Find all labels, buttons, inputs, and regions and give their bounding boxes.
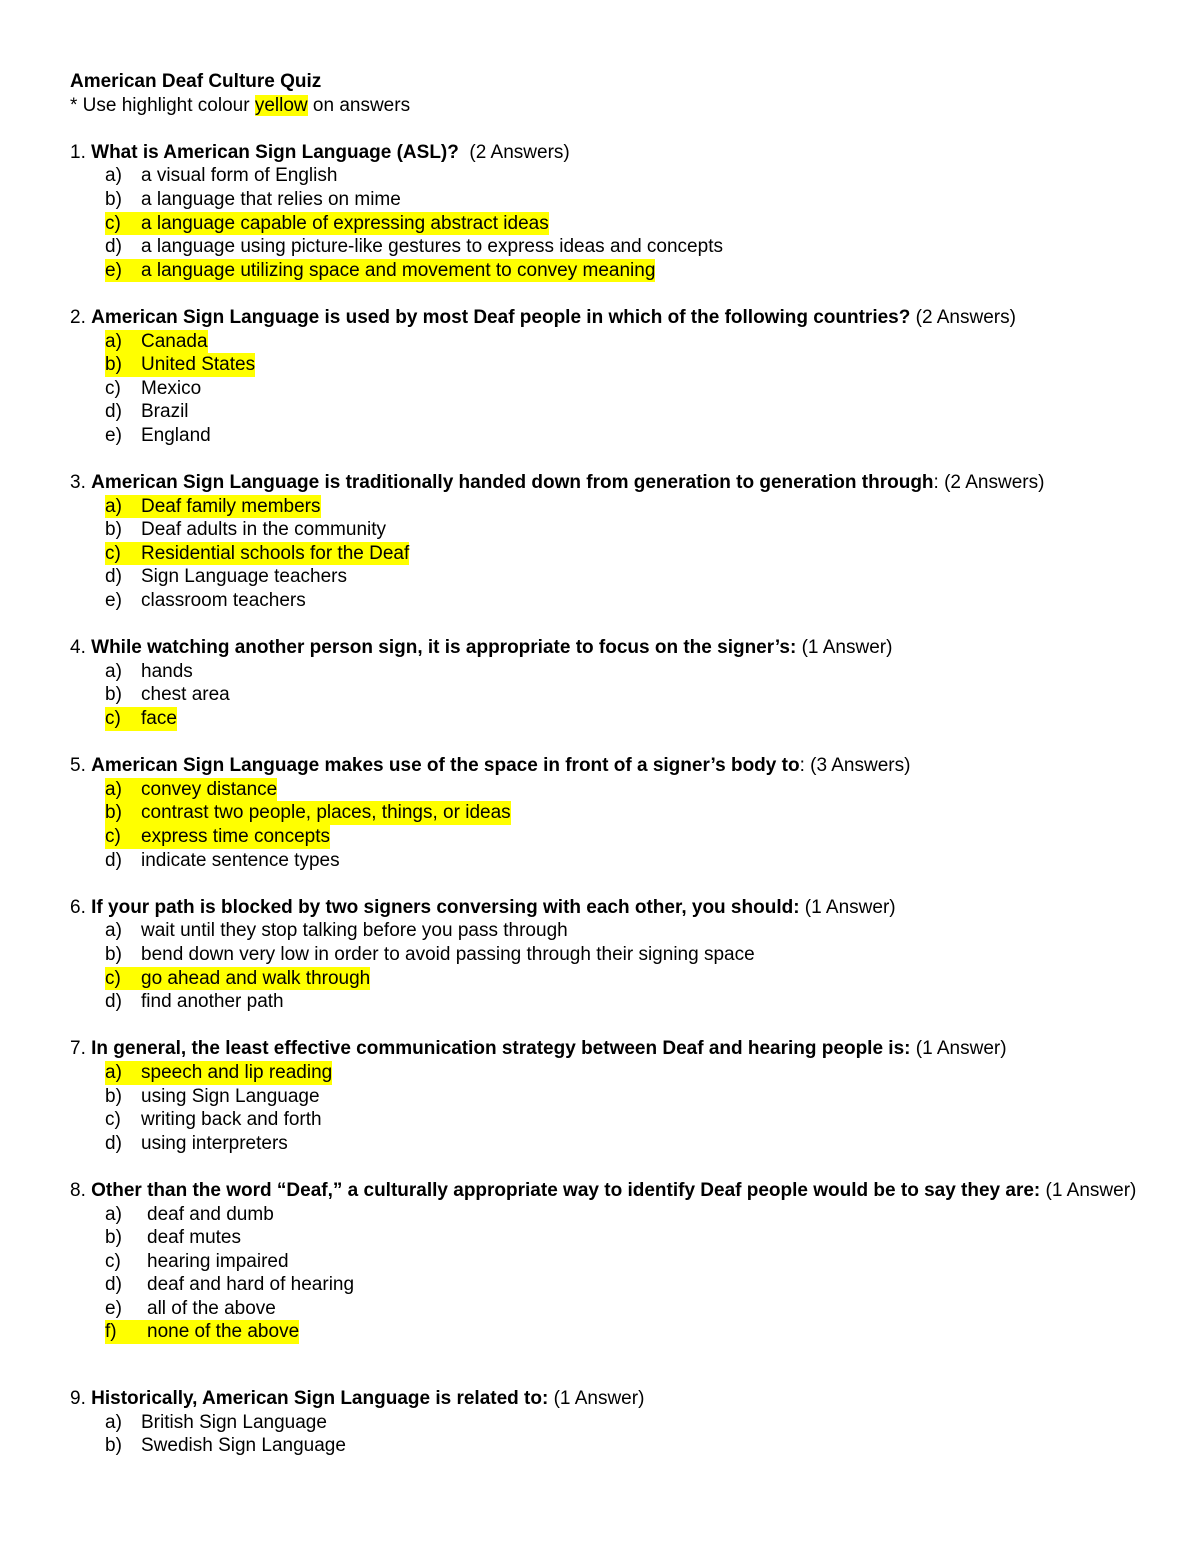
quiz-document <box>70 70 1150 1458</box>
option-text: convey distance <box>141 778 278 800</box>
answer-content <box>105 683 230 707</box>
option-letter: a) <box>105 1061 122 1083</box>
question-number: 5. <box>70 755 86 777</box>
option-text: indicate sentence types <box>141 849 340 871</box>
highlighted-answer <box>105 967 370 991</box>
option-letter: e) <box>105 590 122 612</box>
answer-option <box>70 542 1150 566</box>
option-text: Sign Language teachers <box>141 566 347 588</box>
option-text: using interpreters <box>141 1132 288 1154</box>
option-letter: e) <box>105 259 122 281</box>
answer-option <box>70 188 1150 212</box>
question-number: 8. <box>70 1179 86 1201</box>
option-letter: c) <box>105 1250 121 1272</box>
answer-count-note: (1 Answer) <box>799 896 896 918</box>
answer-option <box>70 212 1150 236</box>
answer-option <box>70 707 1150 731</box>
answer-option <box>70 565 1150 589</box>
answer-content <box>105 1297 276 1321</box>
answer-content <box>105 424 211 448</box>
answer-count-note: (2 Answers) <box>458 141 570 163</box>
question-number: 4. <box>70 637 86 659</box>
question-stem: If your path is blocked by two signers conversing with each other, you should: <box>91 896 800 918</box>
option-letter: d) <box>105 401 122 423</box>
option-letter: d) <box>105 991 122 1013</box>
answer-content <box>105 377 201 401</box>
option-text: deaf mutes <box>147 1227 241 1249</box>
option-letter: a) <box>105 330 122 352</box>
answer-option <box>70 801 1150 825</box>
answer-content <box>105 1434 346 1458</box>
question-number: 7. <box>70 1038 86 1060</box>
option-text: Swedish Sign Language <box>141 1435 346 1457</box>
option-text: Mexico <box>141 377 202 399</box>
option-letter: b) <box>105 354 122 376</box>
question-list <box>70 141 1150 1458</box>
highlighted-answer <box>105 212 549 236</box>
answer-content <box>105 565 347 589</box>
answer-content <box>105 400 189 424</box>
question-text <box>70 896 1150 920</box>
answer-option <box>70 1320 1150 1344</box>
option-text: none of the above <box>147 1321 300 1343</box>
answer-option <box>70 259 1150 283</box>
answer-option <box>70 330 1150 354</box>
document-title: American Deaf Culture Quiz <box>70 71 322 92</box>
question-stem: Historically, American Sign Language is related to: <box>91 1388 549 1410</box>
option-text: contrast two people, places, things, or ideas <box>141 802 511 824</box>
option-text: British Sign Language <box>141 1411 327 1433</box>
highlighted-answer <box>105 259 655 283</box>
answer-content <box>105 943 755 967</box>
answer-content <box>105 919 568 943</box>
question-3 <box>70 471 1150 613</box>
answer-content <box>105 660 193 684</box>
option-text: a language that relies on mime <box>141 188 401 210</box>
option-letter: a) <box>105 1411 122 1433</box>
question-stem: Other than the word “Deaf,” a culturally appropriate way to identify Deaf people would be to say they are: <box>91 1179 1041 1201</box>
option-letter: c) <box>105 212 121 234</box>
question-stem: What is American Sign Language (ASL)? <box>91 141 459 163</box>
answer-option <box>70 683 1150 707</box>
answer-option <box>70 943 1150 967</box>
question-text <box>70 306 1150 330</box>
option-letter: b) <box>105 1435 122 1457</box>
option-text: classroom teachers <box>141 590 306 612</box>
option-text: a language capable of expressing abstract ideas <box>141 212 549 234</box>
option-text: Brazil <box>141 401 189 423</box>
answer-count-note: (1 Answer) <box>796 637 893 659</box>
question-2 <box>70 306 1150 448</box>
question-number: 9. <box>70 1388 86 1410</box>
highlighted-answer <box>105 778 277 802</box>
question-4 <box>70 636 1150 730</box>
option-text: Canada <box>141 330 208 352</box>
option-text: wait until they stop talking before you pass through <box>141 920 568 942</box>
answer-count-note: : (2 Answers) <box>933 472 1045 494</box>
option-letter: b) <box>105 519 122 541</box>
option-text: express time concepts <box>141 826 331 847</box>
highlighted-answer <box>105 1320 299 1344</box>
answer-option <box>70 1203 1150 1227</box>
answer-content <box>105 518 386 542</box>
question-stem: American Sign Language is used by most Deaf people in which of the following countries? <box>91 306 911 328</box>
option-text: speech and lip reading <box>141 1061 333 1083</box>
option-text: chest area <box>141 684 230 706</box>
answer-option <box>70 589 1150 613</box>
option-letter: c) <box>105 377 121 399</box>
option-letter: c) <box>105 542 121 564</box>
question-9 <box>70 1387 1150 1458</box>
answer-count-note: (1 Answer) <box>910 1038 1007 1060</box>
question-number: 6. <box>70 896 86 918</box>
option-letter: c) <box>105 967 121 989</box>
answer-option <box>70 778 1150 802</box>
option-letter: b) <box>105 1227 122 1249</box>
answer-content <box>105 1132 288 1156</box>
answer-count-note: (1 Answer) <box>548 1388 645 1410</box>
answer-option <box>70 424 1150 448</box>
question-stem: American Sign Language makes use of the space in front of a signer’s body to <box>91 755 800 777</box>
answer-content <box>105 188 401 212</box>
option-text: Deaf family members <box>141 495 321 517</box>
answer-content <box>105 1226 241 1250</box>
answer-content <box>105 990 284 1014</box>
question-text <box>70 636 1150 660</box>
answer-option <box>70 353 1150 377</box>
answer-option <box>70 1411 1150 1435</box>
answer-count-note: (1 Answer) <box>1040 1179 1137 1201</box>
answer-content <box>105 1273 354 1297</box>
answer-option <box>70 164 1150 188</box>
answer-option <box>70 235 1150 259</box>
option-text: find another path <box>141 991 284 1013</box>
answer-option <box>70 967 1150 991</box>
option-text: a language using picture-like gestures to express ideas and concepts <box>141 236 723 258</box>
question-text <box>70 471 1150 495</box>
option-letter: d) <box>105 1132 122 1154</box>
answer-content <box>105 1250 289 1274</box>
answer-option <box>70 1250 1150 1274</box>
question-stem: In general, the least effective communication strategy between Deaf and hearing people is: <box>91 1038 911 1060</box>
option-letter: a) <box>105 920 122 942</box>
question-7 <box>70 1037 1150 1155</box>
answer-option <box>70 825 1150 849</box>
option-letter: e) <box>105 424 122 446</box>
question-text <box>70 1179 1150 1203</box>
answer-option <box>70 400 1150 424</box>
option-text: Deaf adults in the community <box>141 519 387 541</box>
option-text: deaf and hard of hearing <box>147 1274 355 1296</box>
question-6 <box>70 896 1150 1014</box>
question-8 <box>70 1179 1150 1344</box>
option-text: hands <box>141 660 193 682</box>
answer-option <box>70 1226 1150 1250</box>
option-letter: a) <box>105 778 122 800</box>
answer-option <box>70 919 1150 943</box>
option-text: bend down very low in order to avoid passing through their signing space <box>141 943 755 965</box>
option-text: writing back and forth <box>141 1109 322 1131</box>
instruction-text-after: on answers <box>307 94 411 116</box>
option-letter: a) <box>105 660 122 682</box>
option-letter: a) <box>105 495 122 517</box>
question-stem: American Sign Language is traditionally handed down from generation to generation through <box>91 472 934 494</box>
question-number: 1. <box>70 141 86 163</box>
option-text: a visual form of English <box>141 165 338 187</box>
option-letter: c) <box>105 1109 121 1131</box>
option-text: go ahead and walk through <box>141 967 371 989</box>
instruction-line <box>70 94 1150 118</box>
question-number: 2. <box>70 306 86 328</box>
option-text: deaf and dumb <box>147 1203 274 1225</box>
highlighted-answer <box>105 495 321 519</box>
answer-option <box>70 1132 1150 1156</box>
option-text: England <box>141 424 211 446</box>
answer-content <box>105 589 306 613</box>
answer-count-note: : (3 Answers) <box>799 755 911 777</box>
question-stem: While watching another person sign, it is appropriate to focus on the signer’s: <box>91 637 797 659</box>
option-letter: b) <box>105 188 122 210</box>
answer-option <box>70 990 1150 1014</box>
instruction-text-before: * Use highlight colour <box>70 94 255 116</box>
answer-content <box>105 164 337 188</box>
instruction-highlighted-word: yellow <box>254 94 308 116</box>
option-letter: b) <box>105 943 122 965</box>
highlighted-answer <box>105 330 208 354</box>
answer-content <box>105 1203 274 1227</box>
answer-option <box>70 518 1150 542</box>
option-letter: d) <box>105 236 122 258</box>
option-text: hearing impaired <box>147 1250 289 1272</box>
answer-option <box>70 849 1150 873</box>
answer-option <box>70 1061 1150 1085</box>
option-letter: a) <box>105 1203 122 1225</box>
answer-content <box>105 1085 320 1109</box>
highlighted-answer <box>105 707 177 731</box>
option-text: a language utilizing space and movement to convey meaning <box>141 259 656 281</box>
answer-option <box>70 660 1150 684</box>
answer-option <box>70 495 1150 519</box>
option-letter: f) <box>105 1321 117 1343</box>
answer-content <box>105 1411 327 1435</box>
option-text: all of the above <box>147 1297 276 1319</box>
option-letter: a) <box>105 165 122 187</box>
option-letter: d) <box>105 566 122 588</box>
answer-content <box>105 849 340 873</box>
option-text: face <box>141 708 177 730</box>
answer-option <box>70 377 1150 401</box>
answer-option <box>70 1434 1150 1458</box>
option-letter: b) <box>105 1085 122 1107</box>
option-text: using Sign Language <box>141 1085 320 1107</box>
option-letter: e) <box>105 1297 122 1319</box>
answer-option <box>70 1273 1150 1297</box>
question-text <box>70 141 1150 165</box>
highlighted-answer <box>105 825 330 849</box>
answer-option <box>70 1297 1150 1321</box>
option-letter: b) <box>105 802 122 824</box>
highlighted-answer <box>105 542 409 566</box>
answer-content <box>105 1108 322 1132</box>
question-1 <box>70 141 1150 283</box>
option-letter: d) <box>105 1274 122 1296</box>
option-letter: c) <box>105 708 121 730</box>
option-text: Residential schools for the Deaf <box>141 542 410 564</box>
highlighted-answer <box>105 353 255 377</box>
question-text <box>70 1037 1150 1061</box>
answer-content <box>105 235 723 259</box>
answer-count-note: (2 Answers) <box>910 306 1016 328</box>
option-letter: b) <box>105 684 122 706</box>
question-text <box>70 754 1150 778</box>
option-text: United States <box>141 354 256 376</box>
option-letter: c) <box>105 826 121 847</box>
option-letter: d) <box>105 849 122 871</box>
question-text <box>70 1387 1150 1411</box>
highlighted-answer <box>105 1061 332 1085</box>
answer-option <box>70 1108 1150 1132</box>
question-number: 3. <box>70 472 86 494</box>
answer-option <box>70 1085 1150 1109</box>
highlighted-answer <box>105 801 511 825</box>
question-5 <box>70 754 1150 872</box>
